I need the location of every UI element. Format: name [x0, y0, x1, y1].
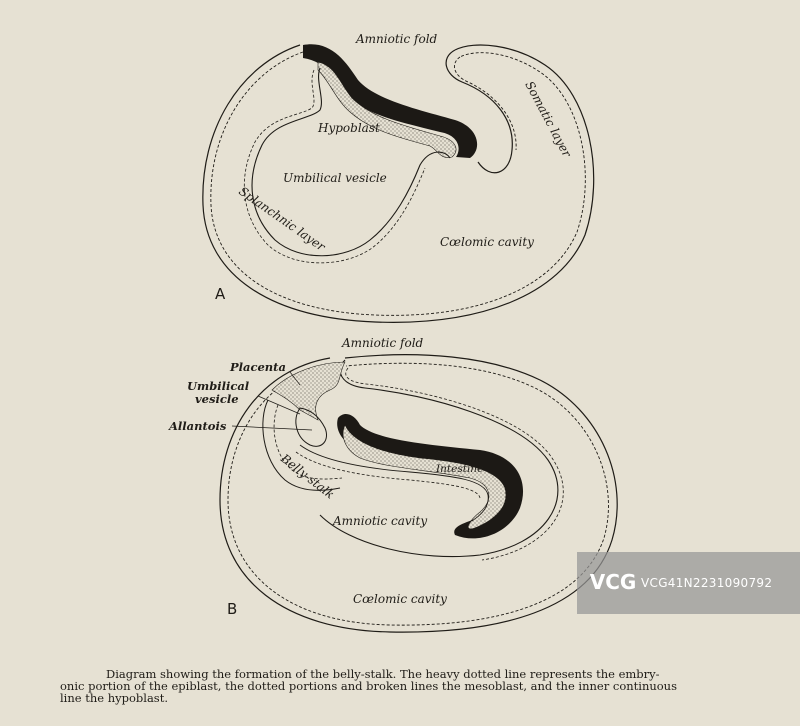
label-a-umbilical-vesicle: Umbilical vesicle: [283, 171, 387, 185]
watermark-logo-icon: VCG: [589, 570, 637, 594]
figure-a-somatic-fold: [446, 50, 512, 173]
label-b-amniotic-fold: Amniotic fold: [342, 336, 424, 350]
label-a-coelomic-cavity: Cœlomic cavity: [440, 235, 534, 249]
figure-b-outer-wall-dashed: [228, 363, 608, 625]
figure-b: [168, 336, 617, 632]
caption-line-2: onic portion of the epiblast, the dotted portions and broken lines the mesoblast, and the inner continuous: [60, 679, 677, 693]
label-a-somatic-layer: Somatic layer: [522, 78, 575, 160]
label-a-splanchnic-layer: Splanchnic layer: [236, 183, 328, 254]
watermark: [577, 552, 800, 614]
figure-b-letter: B: [227, 600, 238, 618]
label-b-intestine: Intestine: [436, 463, 484, 475]
caption-line-3: line the hypoblast.: [60, 691, 168, 705]
watermark-id: VCG41N2231090792: [641, 576, 773, 590]
label-b-coelomic-cavity: Cœlomic cavity: [353, 592, 447, 606]
figure-a-letter: A: [215, 285, 226, 303]
figure-caption: [60, 668, 766, 704]
caption-line-1: Diagram showing the formation of the belly-stalk. The heavy dotted line represents the embry-: [106, 667, 660, 681]
label-b-placenta: Placenta: [230, 360, 286, 374]
label-b-allantois: Allantois: [169, 419, 227, 433]
label-b-amniotic-cavity: Amniotic cavity: [333, 514, 428, 528]
figure-a-splanchnic-layer: [244, 70, 425, 263]
label-b-umbilical-2: vesicle: [195, 392, 239, 406]
label-a-amniotic-fold: Amniotic fold: [356, 32, 438, 46]
figure-a: [203, 32, 594, 322]
label-a-hypoblast: Hypoblast: [318, 121, 380, 135]
label-b-umbilical-1: Umbilical: [187, 379, 250, 393]
label-b-belly-stalk: Belly-stalk: [278, 451, 337, 502]
